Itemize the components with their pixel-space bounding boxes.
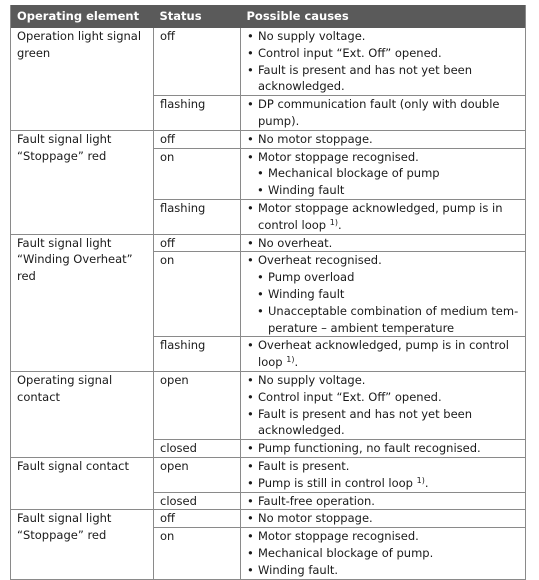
cause-text-end: . (294, 355, 299, 370)
cause-text: Motor stoppage recognised. (258, 149, 419, 164)
cause-sub-item (257, 182, 523, 199)
operating-element-cell: Fault signal contact (11, 457, 154, 509)
cause-item (247, 28, 523, 45)
cause-item (247, 440, 523, 457)
operating-element-cell: Operating signal contact (11, 371, 154, 457)
cause-text: Winding fault (268, 183, 345, 198)
status-cell: off (154, 130, 241, 148)
causes-list (247, 440, 523, 457)
status-cell: closed (154, 440, 241, 458)
cause-text-end: . (424, 475, 429, 490)
operating-elements-table (10, 5, 526, 580)
cause-text: Winding fault (268, 286, 345, 301)
possible-causes-cell (241, 510, 526, 528)
footnote-marker: 1) (329, 217, 338, 227)
cause-item (247, 200, 523, 234)
table-body (11, 28, 526, 579)
possible-causes-cell (241, 440, 526, 458)
causes-list (247, 372, 523, 439)
causes-list (247, 528, 523, 578)
cause-text: DP communication fault (only with double pump). (258, 97, 500, 128)
possible-causes-cell (241, 252, 526, 337)
causes-list (247, 252, 523, 336)
status-cell: off (154, 510, 241, 528)
cause-item (247, 406, 523, 440)
status-cell: flashing (154, 337, 241, 372)
header-row (11, 5, 526, 28)
table-header (11, 5, 526, 28)
possible-causes-cell (241, 96, 526, 131)
cause-text: Pump is still in control loop (258, 475, 417, 490)
cause-sub-item (257, 269, 523, 286)
possible-causes-cell (241, 148, 526, 199)
header-possible-causes: Possible causes (241, 5, 526, 28)
status-cell: on (154, 148, 241, 199)
cause-item (247, 62, 523, 96)
cause-item (247, 389, 523, 406)
cause-text: No motor stoppage. (258, 131, 373, 146)
causes-list (247, 337, 523, 371)
cause-text: Fault is present and has not yet been acknowledged. (258, 406, 473, 438)
operating-element-cell: Fault signal light “Stoppage” red (11, 510, 154, 579)
cause-sub-item (257, 286, 523, 303)
causes-list (247, 458, 523, 492)
cause-item (247, 528, 523, 545)
cause-sub-item (257, 165, 523, 182)
cause-text-end: . (337, 217, 342, 232)
cause-text: Overheat acknowledged, pump is in control loop (258, 338, 509, 370)
possible-causes-cell (241, 337, 526, 372)
cause-item (247, 545, 523, 562)
footnote-marker: 1) (416, 475, 425, 485)
causes-list (247, 200, 523, 234)
status-cell: on (154, 528, 241, 579)
table-row (11, 234, 526, 252)
header-operating-element: Operating element (11, 5, 154, 28)
causes-list (247, 96, 523, 130)
causes-list (247, 131, 523, 148)
operating-element-cell: Fault signal light “Stoppage” red (11, 130, 154, 234)
status-cell: on (154, 252, 241, 337)
cause-text: Overheat recognised. (258, 253, 382, 268)
operating-element-cell: Fault signal light “Winding Overheat” red (11, 234, 154, 371)
possible-causes-cell (241, 492, 526, 510)
cause-text: No supply voltage. (258, 29, 366, 43)
cause-text: Pump functioning, no fault recognised. (258, 441, 481, 456)
cause-item (247, 131, 523, 148)
causes-list (247, 493, 523, 510)
cause-item (247, 493, 523, 510)
table-row (11, 130, 526, 148)
cause-item (247, 562, 523, 579)
status-cell: flashing (154, 96, 241, 131)
causes-list (247, 149, 523, 199)
status-cell: off (154, 28, 241, 96)
status-cell: flashing (154, 199, 241, 234)
causes-list (247, 28, 523, 95)
cause-text: Fault is present and has not yet been acknowledged. (258, 62, 473, 94)
cause-item (247, 252, 523, 269)
cause-text: Winding fault. (258, 562, 339, 577)
cause-text: Mechanical blockage of pump. (258, 545, 434, 560)
operating-element-cell: Operation light signal green (11, 28, 154, 130)
cause-text: Pump overload (268, 270, 355, 285)
cause-text: No overheat. (258, 235, 333, 250)
operating-elements-table-container (10, 5, 525, 580)
possible-causes-cell (241, 528, 526, 579)
footnote-marker: 1) (286, 355, 295, 365)
status-cell: off (154, 234, 241, 252)
cause-item (247, 149, 523, 166)
status-cell: open (154, 371, 241, 439)
possible-causes-cell (241, 457, 526, 492)
cause-text: Control input “Ext. Off” opened. (258, 45, 442, 60)
header-status: Status (154, 5, 241, 28)
cause-item (247, 337, 523, 371)
possible-causes-cell (241, 371, 526, 439)
cause-item (247, 475, 523, 492)
cause-item (247, 458, 523, 475)
table-row (11, 457, 526, 492)
table-row (11, 28, 526, 96)
status-cell: closed (154, 492, 241, 510)
possible-causes-cell (241, 234, 526, 252)
possible-causes-cell (241, 130, 526, 148)
causes-list (247, 235, 523, 252)
table-row (11, 510, 526, 528)
cause-text: Control input “Ext. Off” opened. (258, 389, 442, 404)
cause-text: Unacceptable combination of medium tem-perature – ambient temperature (268, 303, 519, 335)
cause-text: Mechanical blockage of pump (268, 166, 440, 181)
cause-text: No motor stoppage. (258, 511, 373, 526)
status-cell: open (154, 457, 241, 492)
cause-sub-item (257, 303, 523, 337)
cause-text: No supply voltage. (258, 372, 366, 387)
cause-item (247, 372, 523, 389)
cause-text: Motor stoppage recognised. (258, 529, 419, 544)
cause-text: Motor stoppage acknowledged, pump is in control loop (258, 200, 503, 232)
cause-item (247, 510, 523, 527)
possible-causes-cell (241, 28, 526, 96)
causes-list (247, 510, 523, 527)
cause-item (247, 235, 523, 252)
cause-item (247, 96, 523, 130)
cause-text: Fault-free operation. (258, 493, 375, 508)
cause-text: Fault is present. (258, 458, 350, 473)
cause-item (247, 45, 523, 62)
table-row (11, 371, 526, 439)
possible-causes-cell (241, 199, 526, 234)
